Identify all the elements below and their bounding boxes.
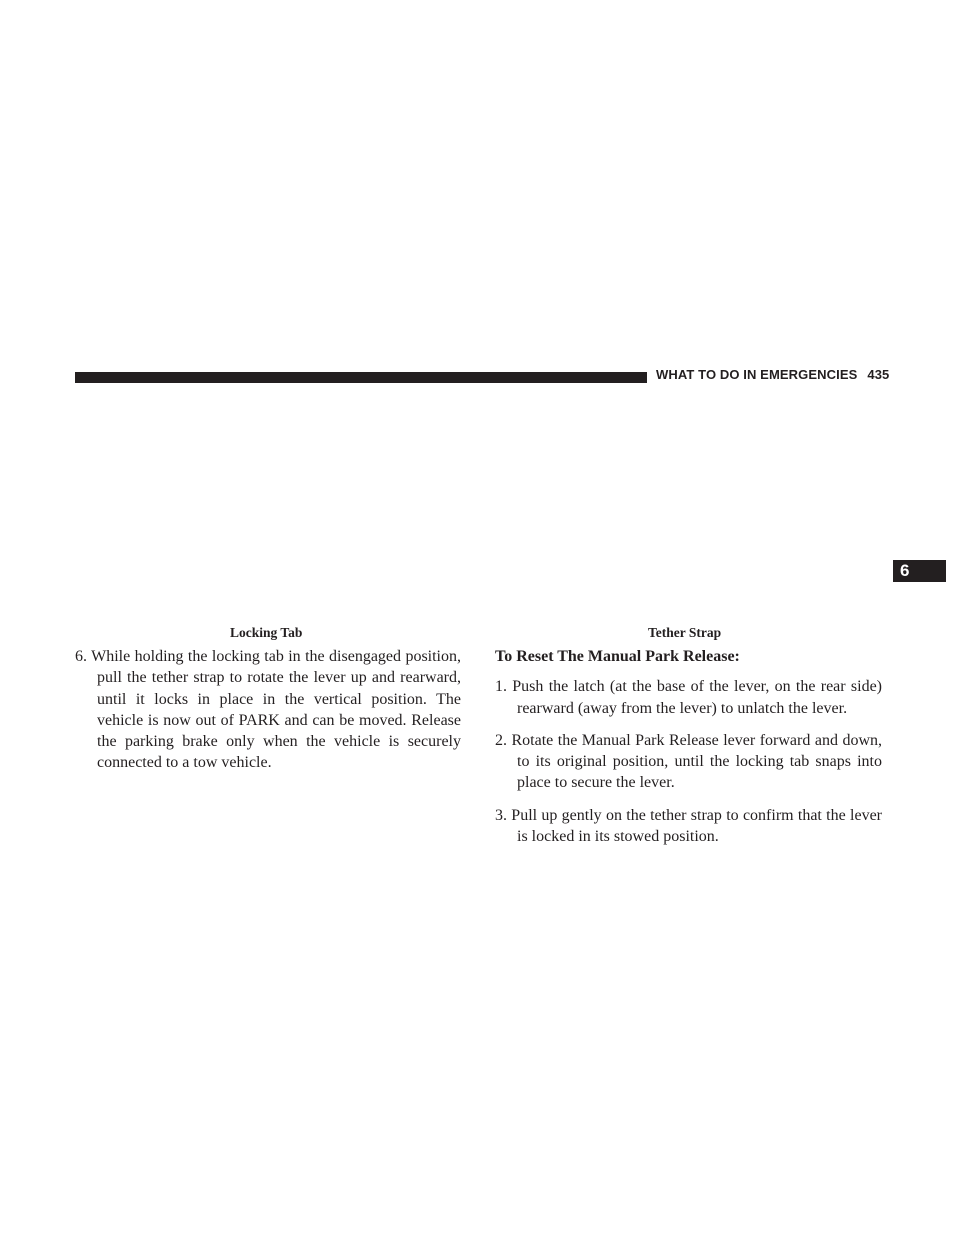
reset-step-3: 3. Pull up gently on the tether strap to confirm that the lever is locked in its stowed position. (495, 806, 882, 846)
section-heading: To Reset The Manual Park Release: (495, 648, 740, 665)
running-header (656, 367, 889, 382)
header-rule (75, 372, 647, 383)
page-number: 435 (867, 367, 890, 382)
step-6: 6. While holding the locking tab in the disengaged position, pull the tether strap to rotate the lever up and rearward, until it locks in place in the vertical position. The vehicle is now out of PARK and can be moved. Release the parking brake only when the vehicle is securely connected to a tow vehicle. (75, 648, 461, 772)
left-column (75, 646, 461, 785)
chapter-number: 6 (900, 561, 910, 580)
reset-step-1: 1. Push the latch (at the base of the lever, on the rear side) rearward (away from the lever) to unlatch the lever. (495, 678, 882, 717)
figure-caption-tether-strap: Tether Strap (648, 625, 722, 640)
chapter-tab (893, 560, 946, 582)
figure-caption-locking-tab: Locking Tab (230, 625, 303, 640)
reset-step-2: 2. Rotate the Manual Park Release lever forward and down, to its original position, until the locking tab snaps into place to secure the lever. (495, 731, 882, 792)
right-column (495, 646, 882, 858)
section-title: WHAT TO DO IN EMERGENCIES (656, 367, 858, 382)
